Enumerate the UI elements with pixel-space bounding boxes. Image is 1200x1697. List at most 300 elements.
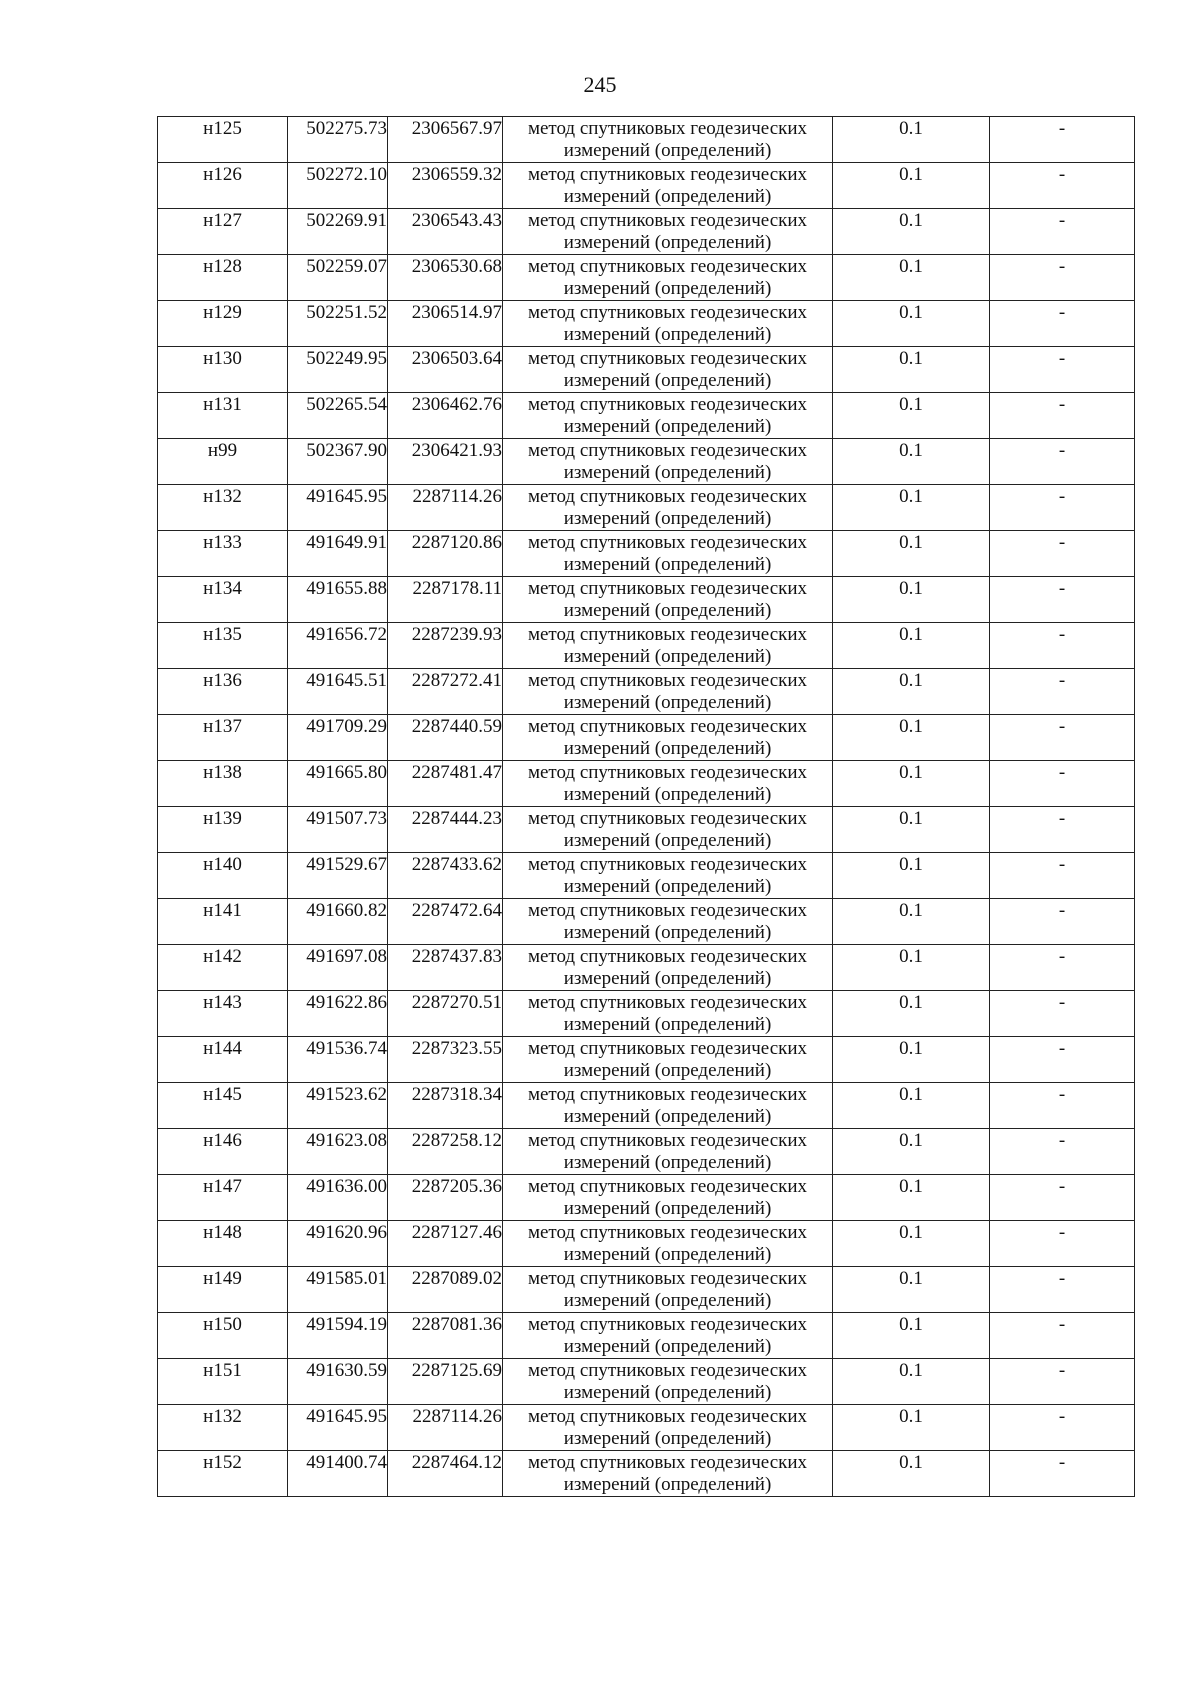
coord-y: 2287120.86: [411, 532, 502, 553]
measurement-method-cell: [503, 1405, 833, 1451]
coord-x: 502251.52: [306, 302, 387, 323]
note-value: -: [1058, 716, 1066, 737]
table-row: [158, 715, 1135, 761]
measurement-method: метод спутниковых геодезических измерений (определений): [527, 532, 808, 575]
point-name-cell: [158, 1267, 288, 1313]
measurement-method-cell: [503, 1313, 833, 1359]
point-name-cell: [158, 255, 288, 301]
point-name: н133: [203, 532, 242, 553]
coord-x: 491623.08: [306, 1130, 387, 1151]
measurement-method: метод спутниковых геодезических измерений (определений): [527, 624, 808, 667]
note-value: -: [1058, 624, 1066, 645]
accuracy-value: 0.1: [899, 946, 923, 967]
point-name: н151: [203, 1360, 242, 1381]
note-value: -: [1058, 394, 1066, 415]
note-value: -: [1058, 532, 1066, 553]
note-value: -: [1058, 302, 1066, 323]
note-value-cell: [990, 991, 1135, 1037]
coord-y-cell: [388, 209, 503, 255]
accuracy-value: 0.1: [899, 1084, 923, 1105]
point-name: н131: [203, 394, 242, 415]
accuracy-value-cell: [833, 439, 990, 485]
accuracy-value-cell: [833, 991, 990, 1037]
measurement-method: метод спутниковых геодезических измерений (определений): [527, 946, 808, 989]
accuracy-value-cell: [833, 899, 990, 945]
note-value-cell: [990, 117, 1135, 163]
point-name-cell: [158, 485, 288, 531]
coord-x: 491507.73: [306, 808, 387, 829]
accuracy-value-cell: [833, 209, 990, 255]
measurement-method-cell: [503, 577, 833, 623]
note-value: -: [1058, 762, 1066, 783]
accuracy-value-cell: [833, 1267, 990, 1313]
measurement-method: метод спутниковых геодезических измерений (определений): [527, 440, 808, 483]
coord-y: 2287318.34: [411, 1084, 502, 1105]
coord-x-cell: [288, 209, 388, 255]
note-value-cell: [990, 945, 1135, 991]
measurement-method: метод спутниковых геодезических измерений (определений): [527, 164, 808, 207]
measurement-method: метод спутниковых геодезических измерений (определений): [527, 1406, 808, 1449]
note-value: -: [1058, 578, 1066, 599]
coord-x-cell: [288, 577, 388, 623]
coord-y-cell: [388, 1405, 503, 1451]
point-name: н140: [203, 854, 242, 875]
measurement-method: метод спутниковых геодезических измерений (определений): [527, 394, 808, 437]
point-name: н141: [203, 900, 242, 921]
measurement-method-cell: [503, 531, 833, 577]
note-value: -: [1058, 1268, 1066, 1289]
coord-y: 2287444.23: [411, 808, 502, 829]
table-row: [158, 1083, 1135, 1129]
coord-x-cell: [288, 1175, 388, 1221]
measurement-method: метод спутниковых геодезических измерений (определений): [527, 1222, 808, 1265]
accuracy-value: 0.1: [899, 1360, 923, 1381]
measurement-method: метод спутниковых геодезических измерений (определений): [527, 716, 808, 759]
coord-y: 2287270.51: [411, 992, 502, 1013]
note-value-cell: [990, 393, 1135, 439]
coord-y: 2306530.68: [411, 256, 502, 277]
coord-y: 2287464.12: [411, 1452, 502, 1473]
point-name-cell: [158, 577, 288, 623]
point-name: н125: [203, 118, 242, 139]
measurement-method-cell: [503, 853, 833, 899]
accuracy-value: 0.1: [899, 118, 923, 139]
coord-x-cell: [288, 347, 388, 393]
coord-x: 491709.29: [306, 716, 387, 737]
table-row: [158, 1451, 1135, 1497]
table-row: [158, 945, 1135, 991]
point-name-cell: [158, 945, 288, 991]
note-value-cell: [990, 531, 1135, 577]
coord-x: 502272.10: [306, 164, 387, 185]
table-row: [158, 1313, 1135, 1359]
coord-x: 491529.67: [306, 854, 387, 875]
note-value: -: [1058, 348, 1066, 369]
coord-x-cell: [288, 1221, 388, 1267]
measurement-method: метод спутниковых геодезических измерений (определений): [527, 118, 808, 161]
coord-y-cell: [388, 1083, 503, 1129]
coord-y-cell: [388, 255, 503, 301]
note-value-cell: [990, 209, 1135, 255]
coord-y-cell: [388, 1359, 503, 1405]
accuracy-value-cell: [833, 1037, 990, 1083]
measurement-method: метод спутниковых геодезических измерений (определений): [527, 210, 808, 253]
coord-x: 491585.01: [306, 1268, 387, 1289]
coord-y: 2306567.97: [411, 118, 502, 139]
note-value-cell: [990, 1221, 1135, 1267]
coord-y-cell: [388, 1267, 503, 1313]
note-value-cell: [990, 853, 1135, 899]
measurement-method-cell: [503, 439, 833, 485]
accuracy-value-cell: [833, 1129, 990, 1175]
coord-y-cell: [388, 991, 503, 1037]
coord-y-cell: [388, 301, 503, 347]
point-name: н146: [203, 1130, 242, 1151]
table-row: [158, 531, 1135, 577]
point-name-cell: [158, 531, 288, 577]
note-value-cell: [990, 255, 1135, 301]
measurement-method-cell: [503, 1037, 833, 1083]
coord-x-cell: [288, 623, 388, 669]
point-name-cell: [158, 991, 288, 1037]
measurement-method-cell: [503, 255, 833, 301]
coord-x-cell: [288, 945, 388, 991]
accuracy-value-cell: [833, 485, 990, 531]
point-name: н138: [203, 762, 242, 783]
table-row: [158, 439, 1135, 485]
accuracy-value: 0.1: [899, 578, 923, 599]
coord-y-cell: [388, 899, 503, 945]
accuracy-value-cell: [833, 1451, 990, 1497]
point-name: н150: [203, 1314, 242, 1335]
accuracy-value-cell: [833, 715, 990, 761]
coord-y-cell: [388, 347, 503, 393]
note-value: -: [1058, 1406, 1066, 1427]
accuracy-value: 0.1: [899, 440, 923, 461]
accuracy-value-cell: [833, 531, 990, 577]
coord-x: 491655.88: [306, 578, 387, 599]
coord-y: 2287127.46: [411, 1222, 502, 1243]
point-name-cell: [158, 715, 288, 761]
accuracy-value-cell: [833, 1405, 990, 1451]
measurement-method: метод спутниковых геодезических измерений (определений): [527, 1360, 808, 1403]
coord-x: 491622.86: [306, 992, 387, 1013]
table-row: [158, 623, 1135, 669]
point-name: н147: [203, 1176, 242, 1197]
note-value: -: [1058, 1038, 1066, 1059]
coord-x: 491636.00: [306, 1176, 387, 1197]
measurement-method-cell: [503, 393, 833, 439]
measurement-method-cell: [503, 1083, 833, 1129]
accuracy-value: 0.1: [899, 1406, 923, 1427]
accuracy-value: 0.1: [899, 900, 923, 921]
note-value: -: [1058, 900, 1066, 921]
table-row: [158, 1221, 1135, 1267]
coord-x: 491656.72: [306, 624, 387, 645]
accuracy-value: 0.1: [899, 532, 923, 553]
point-name: н130: [203, 348, 242, 369]
coord-y-cell: [388, 1129, 503, 1175]
coord-y: 2287440.59: [411, 716, 502, 737]
coord-x-cell: [288, 1359, 388, 1405]
coord-y-cell: [388, 439, 503, 485]
point-name-cell: [158, 899, 288, 945]
measurement-method-cell: [503, 301, 833, 347]
note-value-cell: [990, 761, 1135, 807]
table-row: [158, 577, 1135, 623]
coord-x: 491645.51: [306, 670, 387, 691]
measurement-method: метод спутниковых геодезических измерений (определений): [527, 854, 808, 897]
coord-x: 491400.74: [306, 1452, 387, 1473]
note-value: -: [1058, 1130, 1066, 1151]
accuracy-value: 0.1: [899, 164, 923, 185]
coord-x: 491645.95: [306, 1406, 387, 1427]
note-value-cell: [990, 439, 1135, 485]
coord-x: 502259.07: [306, 256, 387, 277]
measurement-method: метод спутниковых геодезических измерений (определений): [527, 1314, 808, 1357]
coord-x: 502265.54: [306, 394, 387, 415]
table-row: [158, 209, 1135, 255]
point-name: н129: [203, 302, 242, 323]
coordinates-table: [157, 116, 1135, 1497]
coord-y: 2287258.12: [411, 1130, 502, 1151]
measurement-method-cell: [503, 1359, 833, 1405]
coord-x: 491523.62: [306, 1084, 387, 1105]
coord-x-cell: [288, 163, 388, 209]
measurement-method: метод спутниковых геодезических измерений (определений): [527, 808, 808, 851]
table-row: [158, 761, 1135, 807]
measurement-method: метод спутниковых геодезических измерений (определений): [527, 348, 808, 391]
point-name-cell: [158, 807, 288, 853]
coord-y: 2306421.93: [411, 440, 502, 461]
measurement-method-cell: [503, 807, 833, 853]
note-value-cell: [990, 1267, 1135, 1313]
measurement-method-cell: [503, 761, 833, 807]
accuracy-value-cell: [833, 117, 990, 163]
accuracy-value: 0.1: [899, 486, 923, 507]
measurement-method-cell: [503, 347, 833, 393]
accuracy-value: 0.1: [899, 348, 923, 369]
coord-y-cell: [388, 807, 503, 853]
measurement-method-cell: [503, 669, 833, 715]
table-row: [158, 163, 1135, 209]
coord-y: 2306462.76: [411, 394, 502, 415]
coord-x-cell: [288, 807, 388, 853]
table-row: [158, 899, 1135, 945]
coord-y: 2306514.97: [411, 302, 502, 323]
accuracy-value: 0.1: [899, 762, 923, 783]
coord-x-cell: [288, 301, 388, 347]
coord-x-cell: [288, 439, 388, 485]
coord-y: 2306503.64: [411, 348, 502, 369]
coord-x-cell: [288, 669, 388, 715]
table-row: [158, 807, 1135, 853]
accuracy-value: 0.1: [899, 394, 923, 415]
note-value: -: [1058, 118, 1066, 139]
measurement-method: метод спутниковых геодезических измерений (определений): [527, 486, 808, 529]
table-row: [158, 669, 1135, 715]
table-row: [158, 117, 1135, 163]
coord-x-cell: [288, 1083, 388, 1129]
coord-y: 2287114.26: [412, 486, 502, 507]
coordinates-table-body: [158, 117, 1135, 1497]
coord-y-cell: [388, 761, 503, 807]
note-value-cell: [990, 577, 1135, 623]
point-name: н145: [203, 1084, 242, 1105]
accuracy-value: 0.1: [899, 1452, 923, 1473]
coord-y: 2287272.41: [411, 670, 502, 691]
measurement-method: метод спутниковых геодезических измерений (определений): [527, 1084, 808, 1127]
point-name-cell: [158, 1221, 288, 1267]
coord-y: 2306559.32: [411, 164, 502, 185]
coord-y-cell: [388, 623, 503, 669]
coord-x-cell: [288, 761, 388, 807]
measurement-method-cell: [503, 1221, 833, 1267]
point-name: н143: [203, 992, 242, 1013]
note-value-cell: [990, 715, 1135, 761]
accuracy-value-cell: [833, 807, 990, 853]
table-row: [158, 347, 1135, 393]
measurement-method-cell: [503, 163, 833, 209]
coord-x-cell: [288, 899, 388, 945]
note-value-cell: [990, 1175, 1135, 1221]
note-value: -: [1058, 164, 1066, 185]
measurement-method-cell: [503, 1267, 833, 1313]
coord-x-cell: [288, 255, 388, 301]
table-row: [158, 1129, 1135, 1175]
accuracy-value: 0.1: [899, 854, 923, 875]
measurement-method-cell: [503, 623, 833, 669]
accuracy-value-cell: [833, 163, 990, 209]
coord-x: 491620.96: [306, 1222, 387, 1243]
table-row: [158, 1037, 1135, 1083]
coord-y: 2287437.83: [411, 946, 502, 967]
coord-y-cell: [388, 117, 503, 163]
note-value-cell: [990, 1359, 1135, 1405]
table-row: [158, 1175, 1135, 1221]
coord-x: 491660.82: [306, 900, 387, 921]
coord-x: 491645.95: [306, 486, 387, 507]
note-value-cell: [990, 485, 1135, 531]
measurement-method-cell: [503, 899, 833, 945]
accuracy-value-cell: [833, 577, 990, 623]
coord-x-cell: [288, 1037, 388, 1083]
point-name: н134: [203, 578, 242, 599]
note-value-cell: [990, 301, 1135, 347]
note-value: -: [1058, 1452, 1066, 1473]
measurement-method: метод спутниковых геодезических измерений (определений): [527, 256, 808, 299]
coord-x: 491594.19: [306, 1314, 387, 1335]
point-name: н139: [203, 808, 242, 829]
coord-x: 502269.91: [306, 210, 387, 231]
coord-x-cell: [288, 1405, 388, 1451]
coord-x-cell: [288, 1451, 388, 1497]
coord-x-cell: [288, 485, 388, 531]
point-name-cell: [158, 347, 288, 393]
point-name-cell: [158, 209, 288, 255]
coord-y-cell: [388, 531, 503, 577]
note-value-cell: [990, 163, 1135, 209]
coord-y-cell: [388, 393, 503, 439]
coord-x: 491649.91: [306, 532, 387, 553]
point-name: н137: [203, 716, 242, 737]
point-name: н148: [203, 1222, 242, 1243]
note-value: -: [1058, 808, 1066, 829]
accuracy-value-cell: [833, 761, 990, 807]
coord-x: 502367.90: [306, 440, 387, 461]
coord-x: 502249.95: [306, 348, 387, 369]
coord-y: 2287125.69: [411, 1360, 502, 1381]
measurement-method-cell: [503, 945, 833, 991]
table-row: [158, 991, 1135, 1037]
accuracy-value: 0.1: [899, 1176, 923, 1197]
accuracy-value: 0.1: [899, 256, 923, 277]
measurement-method: метод спутниковых геодезических измерений (определений): [527, 992, 808, 1035]
coord-y: 2306543.43: [411, 210, 502, 231]
coord-y-cell: [388, 715, 503, 761]
point-name: н126: [203, 164, 242, 185]
coord-y: 2287481.47: [411, 762, 502, 783]
coord-x-cell: [288, 531, 388, 577]
measurement-method: метод спутниковых геодезических измерений (определений): [527, 670, 808, 713]
note-value-cell: [990, 1451, 1135, 1497]
coord-x-cell: [288, 991, 388, 1037]
point-name-cell: [158, 439, 288, 485]
accuracy-value-cell: [833, 255, 990, 301]
coord-y-cell: [388, 1175, 503, 1221]
coord-x: 491665.80: [306, 762, 387, 783]
accuracy-value: 0.1: [899, 302, 923, 323]
accuracy-value: 0.1: [899, 992, 923, 1013]
accuracy-value: 0.1: [899, 808, 923, 829]
accuracy-value-cell: [833, 1083, 990, 1129]
note-value: -: [1058, 256, 1066, 277]
point-name-cell: [158, 1359, 288, 1405]
coord-y: 2287081.36: [411, 1314, 502, 1335]
measurement-method-cell: [503, 1129, 833, 1175]
coord-x: 491697.08: [306, 946, 387, 967]
table-row: [158, 393, 1135, 439]
point-name-cell: [158, 761, 288, 807]
table-row: [158, 485, 1135, 531]
accuracy-value-cell: [833, 1359, 990, 1405]
note-value: -: [1058, 854, 1066, 875]
accuracy-value: 0.1: [899, 1130, 923, 1151]
note-value-cell: [990, 899, 1135, 945]
measurement-method-cell: [503, 991, 833, 1037]
page-number: 245: [583, 72, 617, 97]
coord-y: 2287114.26: [412, 1406, 502, 1427]
measurement-method-cell: [503, 1175, 833, 1221]
coord-y: 2287239.93: [411, 624, 502, 645]
coord-y-cell: [388, 945, 503, 991]
point-name: н136: [203, 670, 242, 691]
coord-y-cell: [388, 163, 503, 209]
accuracy-value: 0.1: [899, 1222, 923, 1243]
coord-y: 2287433.62: [411, 854, 502, 875]
accuracy-value-cell: [833, 1313, 990, 1359]
accuracy-value: 0.1: [899, 210, 923, 231]
point-name: н132: [203, 486, 242, 507]
measurement-method: метод спутниковых геодезических измерений (определений): [527, 1452, 808, 1495]
table-row: [158, 1405, 1135, 1451]
coord-y-cell: [388, 1221, 503, 1267]
coord-x: 491630.59: [306, 1360, 387, 1381]
point-name-cell: [158, 301, 288, 347]
point-name: н152: [203, 1452, 242, 1473]
accuracy-value: 0.1: [899, 670, 923, 691]
coord-y: 2287089.02: [411, 1268, 502, 1289]
